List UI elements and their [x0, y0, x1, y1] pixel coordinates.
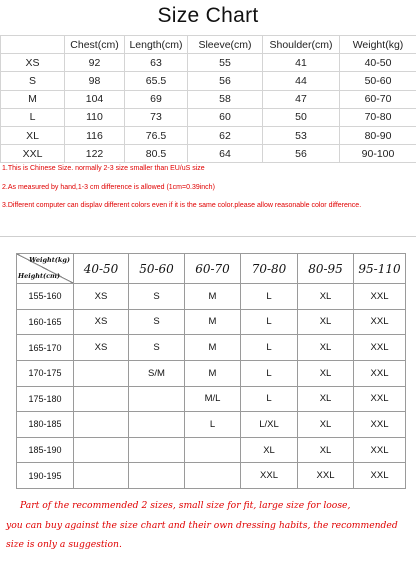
recommended-size-cell: L/XL	[241, 412, 298, 438]
size-value-cell: 104	[65, 90, 125, 108]
recommended-size-cell	[74, 386, 129, 412]
weight-axis-label: Weight(kg)	[29, 256, 70, 264]
size-chart-col-header: Weight(kg)	[340, 36, 416, 54]
recommended-size-cell: XS	[74, 335, 129, 361]
size-chart-header-row	[1, 36, 416, 54]
recommended-size-cell: XL	[298, 386, 354, 412]
footer-line-2: you can buy against the size chart and their own dressing habits, the recommended	[6, 519, 398, 531]
size-chart-row	[1, 126, 416, 144]
recommend-table	[16, 253, 406, 489]
size-value-cell: 64	[188, 145, 263, 163]
recommended-size-cell	[129, 412, 185, 438]
recommended-size-cell: XXL	[354, 309, 406, 335]
recommended-size-cell: S/M	[129, 360, 185, 386]
size-value-cell: 116	[65, 126, 125, 144]
recommend-header-row	[17, 254, 406, 284]
size-value-cell: 73	[125, 108, 188, 126]
height-axis-label: Height(cm)	[18, 272, 61, 280]
weight-range-header: 95-110	[354, 254, 406, 284]
size-value-cell: 62	[188, 126, 263, 144]
size-value-cell: 122	[65, 145, 125, 163]
size-label-cell: M	[1, 90, 65, 108]
recommended-size-cell: XL	[298, 284, 354, 310]
weight-range-header: 40-50	[74, 254, 129, 284]
size-value-cell: 50	[263, 108, 340, 126]
recommended-size-cell: XXL	[354, 437, 406, 463]
size-value-cell: 56	[263, 145, 340, 163]
recommended-size-cell: S	[129, 284, 185, 310]
size-chart-row	[1, 54, 416, 72]
size-value-cell: 90-100	[340, 145, 416, 163]
recommended-size-cell	[129, 386, 185, 412]
recommended-size-cell	[129, 437, 185, 463]
size-value-cell: 60-70	[340, 90, 416, 108]
weight-range-header: 80-95	[298, 254, 354, 284]
height-range-cell: 175-180	[17, 386, 74, 412]
recommended-size-cell	[129, 463, 185, 489]
recommend-row	[17, 463, 406, 489]
size-chart-table	[0, 35, 416, 163]
size-label-cell: L	[1, 108, 65, 126]
recommended-size-cell: XXL	[354, 284, 406, 310]
size-value-cell: 55	[188, 54, 263, 72]
size-value-cell: 41	[263, 54, 340, 72]
size-chart-col-header: Length(cm)	[125, 36, 188, 54]
size-value-cell: 76.5	[125, 126, 188, 144]
recommended-size-cell: XL	[298, 437, 354, 463]
recommended-size-cell: XXL	[298, 463, 354, 489]
size-label-cell: XS	[1, 54, 65, 72]
recommended-size-cell: XL	[298, 335, 354, 361]
size-chart-col-header: Chest(cm)	[65, 36, 125, 54]
size-chart-col-header	[1, 36, 65, 54]
page-title: Size Chart	[157, 4, 259, 27]
size-label-cell: S	[1, 72, 65, 90]
diagonal-header-cell	[17, 254, 74, 284]
recommended-size-cell: L	[241, 284, 298, 310]
size-value-cell: 60	[188, 108, 263, 126]
recommended-size-cell: XL	[298, 412, 354, 438]
size-value-cell: 70-80	[340, 108, 416, 126]
size-chart-col-header: Shoulder(cm)	[263, 36, 340, 54]
size-label-cell: XXL	[1, 145, 65, 163]
recommended-size-cell: XL	[241, 437, 298, 463]
footer-line-1: Part of the recommended 2 sizes, small size for fit, large size for loose,	[20, 500, 351, 511]
size-chart-row	[1, 108, 416, 126]
recommend-row	[17, 335, 406, 361]
size-value-cell: 47	[263, 90, 340, 108]
recommend-row	[17, 437, 406, 463]
size-chart-row	[1, 90, 416, 108]
recommended-size-cell: M	[185, 335, 241, 361]
recommended-size-cell	[74, 437, 129, 463]
recommend-row	[17, 284, 406, 310]
footer-note	[0, 496, 416, 555]
recommended-size-cell: L	[185, 412, 241, 438]
size-value-cell: 40-50	[340, 54, 416, 72]
recommended-size-cell	[185, 463, 241, 489]
size-value-cell: 58	[188, 90, 263, 108]
size-value-cell: 53	[263, 126, 340, 144]
size-value-cell: 92	[65, 54, 125, 72]
recommended-size-cell: XXL	[354, 463, 406, 489]
recommended-size-cell	[74, 360, 129, 386]
recommended-size-cell: XS	[74, 309, 129, 335]
size-chart-col-header: Sleeve(cm)	[188, 36, 263, 54]
weight-range-header: 50-60	[129, 254, 185, 284]
recommended-size-cell	[74, 412, 129, 438]
note-2: 2.As measured by hand,1-3 cm difference is allowed (1cm=0.39inch)	[2, 183, 215, 191]
recommended-size-cell: XL	[298, 360, 354, 386]
recommended-size-cell: XXL	[354, 335, 406, 361]
footer-line-3: size is only a suggestion.	[6, 539, 122, 550]
recommended-size-cell: L	[241, 386, 298, 412]
weight-range-header: 60-70	[185, 254, 241, 284]
recommended-size-cell: S	[129, 335, 185, 361]
height-range-cell: 160-165	[17, 309, 74, 335]
height-range-cell: 155-160	[17, 284, 74, 310]
height-range-cell: 170-175	[17, 360, 74, 386]
recommend-row	[17, 386, 406, 412]
recommended-size-cell: XXL	[354, 412, 406, 438]
recommended-size-cell: L	[241, 360, 298, 386]
size-chart-panel	[0, 0, 416, 237]
size-value-cell: 80-90	[340, 126, 416, 144]
size-value-cell: 56	[188, 72, 263, 90]
recommended-size-cell: L	[241, 309, 298, 335]
recommended-size-cell: XL	[298, 309, 354, 335]
size-value-cell: 110	[65, 108, 125, 126]
height-range-cell: 190-195	[17, 463, 74, 489]
height-range-cell: 180-185	[17, 412, 74, 438]
size-value-cell: 80.5	[125, 145, 188, 163]
size-chart-row	[1, 145, 416, 163]
height-range-cell: 165-170	[17, 335, 74, 361]
size-value-cell: 69	[125, 90, 188, 108]
recommended-size-cell: XS	[74, 284, 129, 310]
recommended-size-cell: XXL	[354, 386, 406, 412]
recommended-size-cell	[185, 437, 241, 463]
size-value-cell: 98	[65, 72, 125, 90]
recommended-size-cell: L	[241, 335, 298, 361]
recommended-size-cell: XXL	[354, 360, 406, 386]
recommended-size-cell	[74, 463, 129, 489]
recommended-size-cell: M	[185, 360, 241, 386]
weight-range-header: 70-80	[241, 254, 298, 284]
recommended-size-cell: XXL	[241, 463, 298, 489]
recommended-size-cell: M	[185, 284, 241, 310]
recommended-size-cell: M/L	[185, 386, 241, 412]
recommended-size-cell: M	[185, 309, 241, 335]
recommend-row	[17, 412, 406, 438]
size-value-cell: 63	[125, 54, 188, 72]
note-3: 3.Different computer can displav different colors even if it is the same color.please allow reasonable color difference.	[2, 202, 362, 209]
size-value-cell: 65.5	[125, 72, 188, 90]
recommend-row	[17, 360, 406, 386]
recommended-size-cell: S	[129, 309, 185, 335]
note-1: 1.This is Chinese Size. normally 2-3 size smaller than EU/uS size	[2, 165, 205, 172]
height-range-cell: 185-190	[17, 437, 74, 463]
size-chart-row	[1, 72, 416, 90]
size-label-cell: XL	[1, 126, 65, 144]
size-value-cell: 44	[263, 72, 340, 90]
recommend-row	[17, 309, 406, 335]
size-value-cell: 50-60	[340, 72, 416, 90]
notes	[2, 164, 414, 220]
